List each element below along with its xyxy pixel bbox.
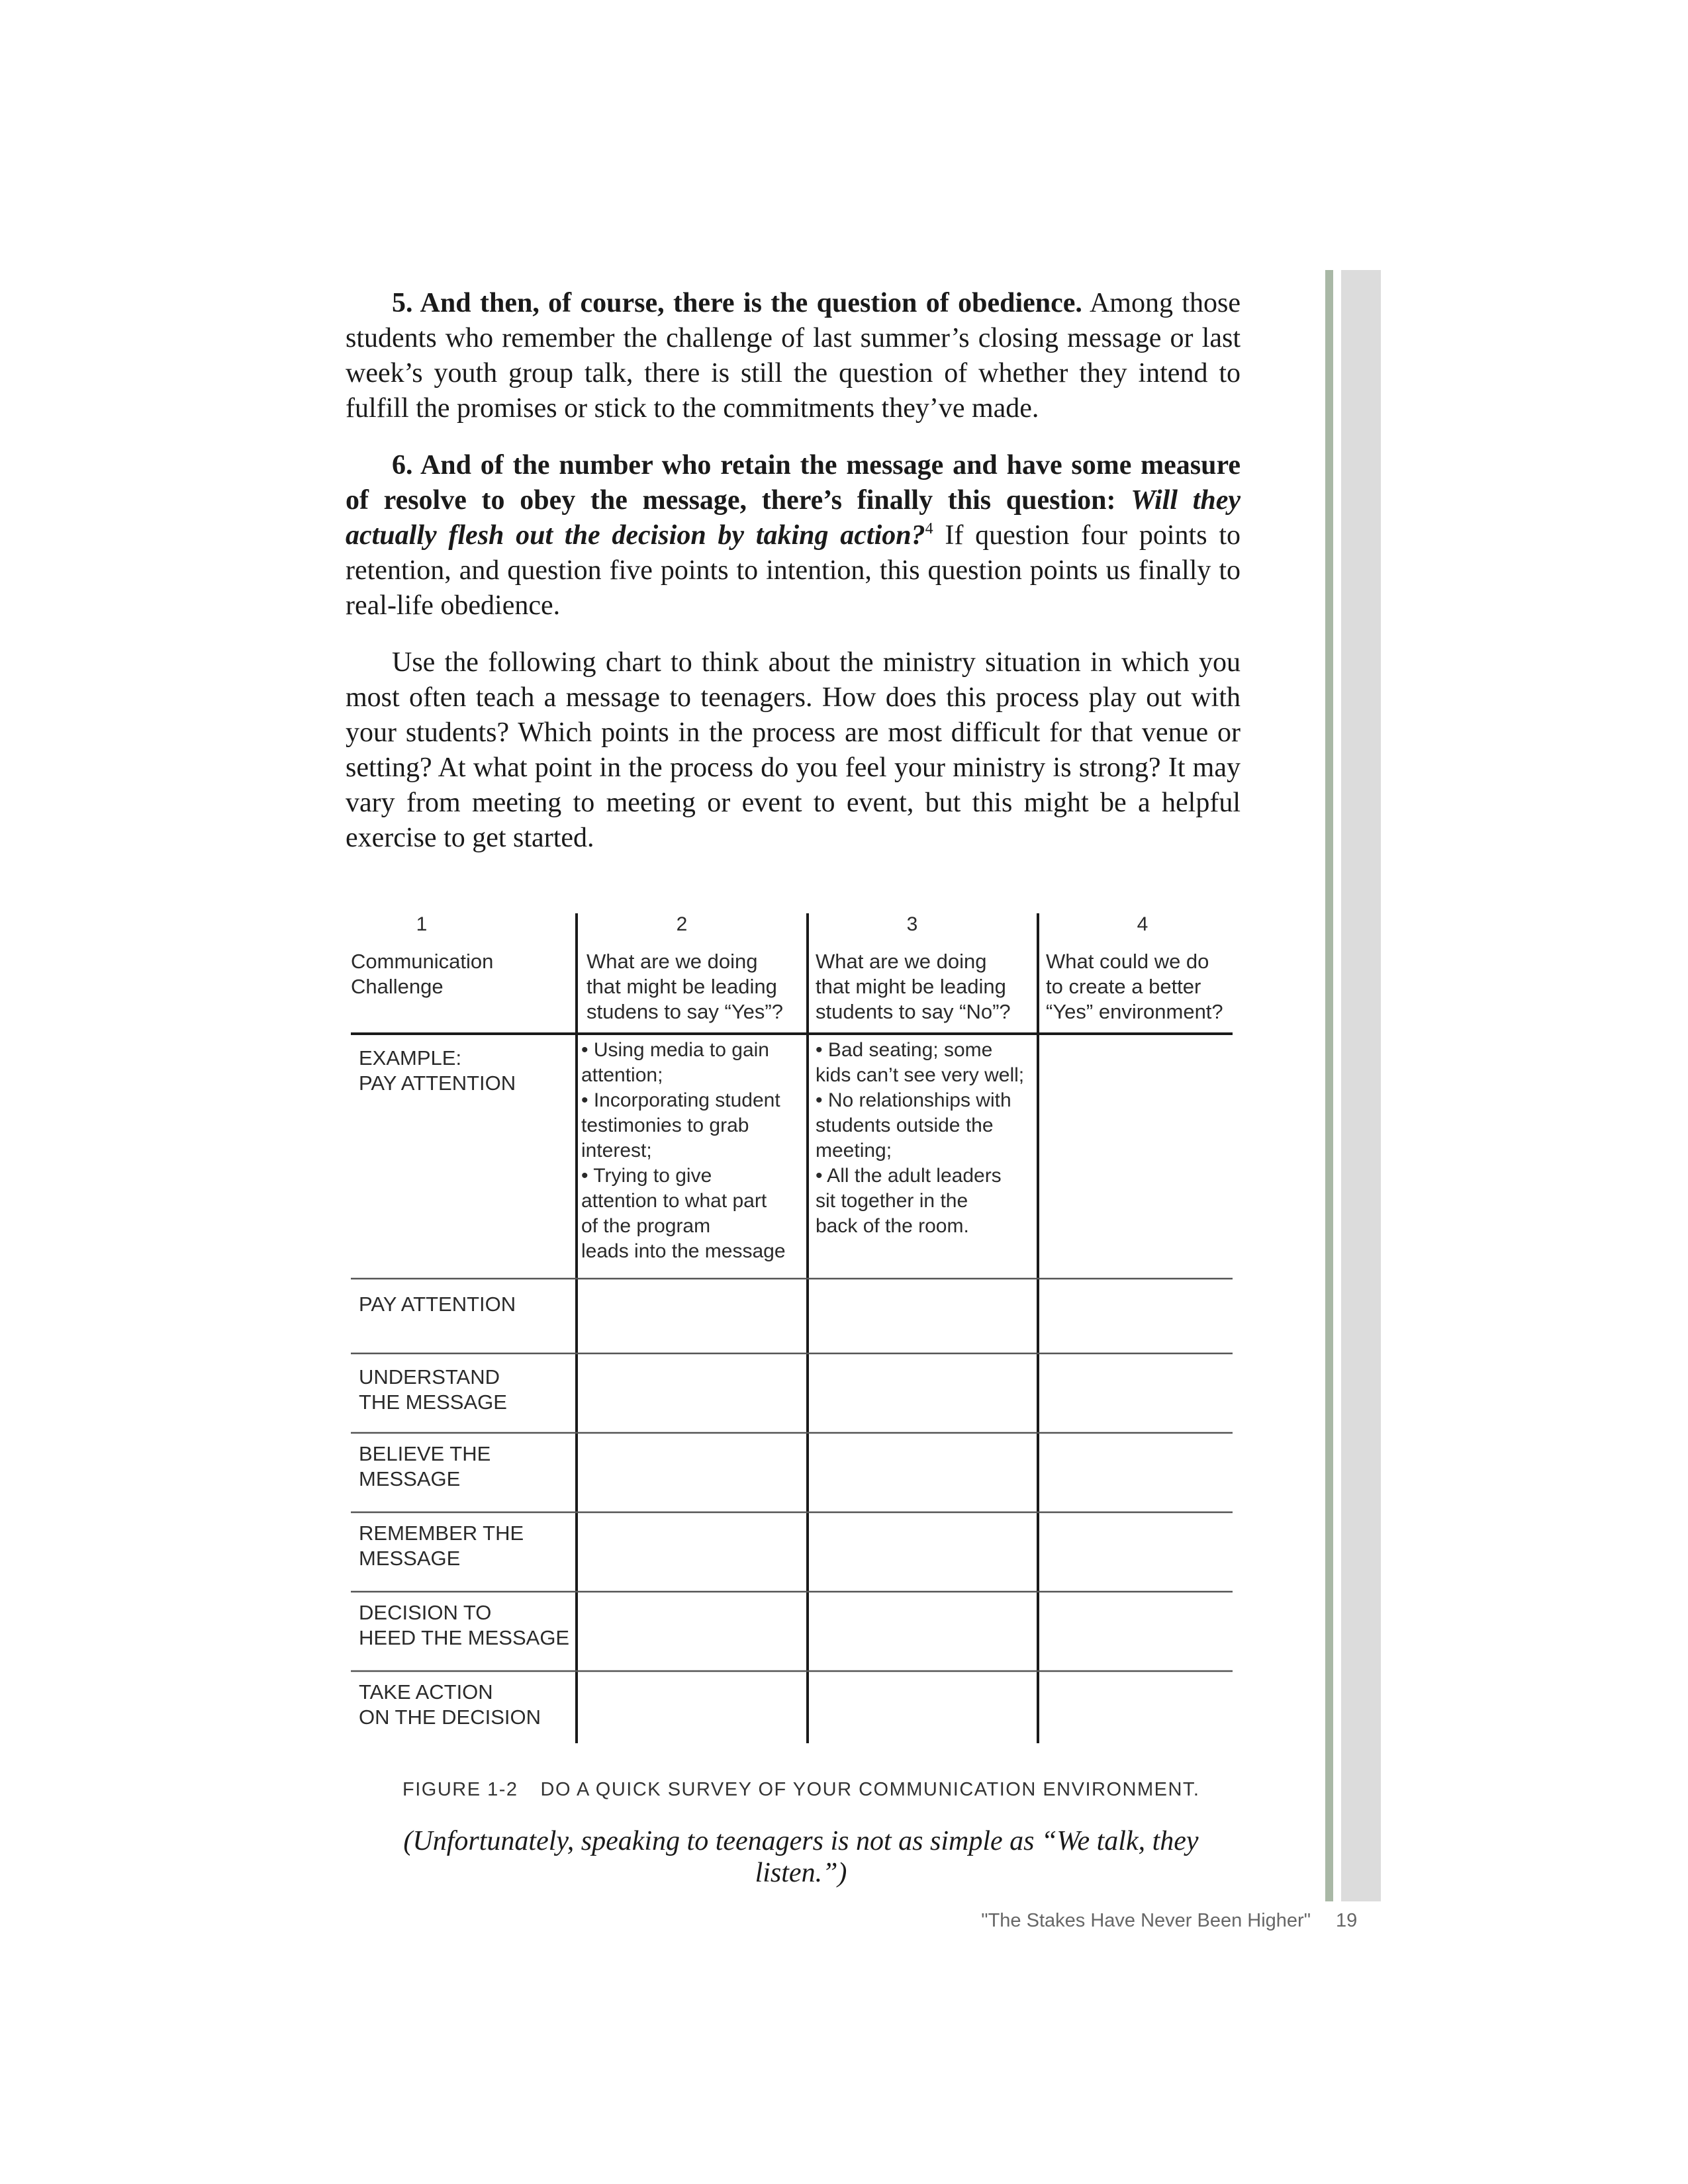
row-label-example: EXAMPLE: PAY ATTENTION [359,1046,516,1095]
figure-caption-number: FIGURE 1-2 [402,1779,518,1800]
column-number-2: 2 [676,913,688,935]
paragraph-5 [346,286,1241,426]
paragraph-6-italic-question: Will they actually flesh out the decision by taking action? [346,485,1241,551]
row-label-pay-attention: PAY ATTENTION [359,1293,516,1316]
body-text [346,286,1241,878]
column-number-4: 4 [1137,913,1149,935]
column-header-better: What could we do to create a better “Yes” environment? [1046,950,1223,1023]
row-label-take-action: TAKE ACTION ON THE DECISION [359,1680,541,1729]
sidebar-accent-bar [1325,270,1333,1901]
column-header-no: What are we doing that might be leading students to say “No”? [816,950,1011,1023]
row-label-remember: REMEMBER THE MESSAGE [359,1522,524,1570]
example-cell-no: • Bad seating; some kids can’t see very well; • No relationships with students outside the meeting; • All the adult leaders sit together in the back of the room. [816,1039,1025,1237]
sidebar-gray-band [1341,270,1381,1901]
column-number-1: 1 [416,913,428,935]
paragraph-6 [346,448,1241,623]
paragraph-5-text: Among those students who remember the challenge of last summer’s closing message or last week’s youth group talk, there is still the question of whether they intend to fulfill the promises or stick to the commitments they’ve made. [346,288,1241,424]
paragraph-7: Use the following chart to think about the ministry situation in which you most often teach a message to teenagers. How does this process play out with your students? Which points in the process are most difficult for that venue or setting? At what point in the process do you feel your ministry is strong? It may vary from meeting to meeting or event to event, but this might be a helpful exercise to get started. [346,647,1241,853]
italic-note: (Unfortunately, speaking to teenagers is not as simple as “We talk, they listen.”) [403,1826,1199,1888]
paragraph-6-lead: 6. And of the number who retain the message and have some measure of resolve to obey the message, there’s finally this question: [346,450,1241,516]
column-header-challenge: Communication Challenge [351,950,494,998]
figure-caption-text: DO A QUICK SURVEY OF YOUR COMMUNICATION ENVIRONMENT. [540,1779,1200,1800]
running-head: "The Stakes Have Never Been Higher" [981,1910,1311,1931]
column-header-yes: What are we doing that might be leading studens to say “Yes”? [586,950,783,1023]
paragraph-6-text: If question four points to retention, and question five points to intention, this question points us finally to real-life obedience. [346,520,1241,621]
figure-survey-chart [346,908,1239,1749]
example-cell-yes: • Using media to gain attention; • Incorporating student testimonies to grab interest; • Trying to give attention to what part of the program leads into the message [581,1039,786,1262]
footnote-marker: 4 [925,520,933,537]
row-label-believe: BELIEVE THE MESSAGE [359,1442,491,1490]
figure-caption [402,1779,1263,1801]
column-number-3: 3 [906,913,918,935]
row-label-decision: DECISION TO HEED THE MESSAGE [359,1601,570,1649]
paragraph-5-lead: 5. And then, of course, there is the question of obedience. [392,288,1082,318]
row-label-understand: UNDERSTAND THE MESSAGE [359,1365,507,1414]
page-number: 19 [1336,1910,1358,1931]
